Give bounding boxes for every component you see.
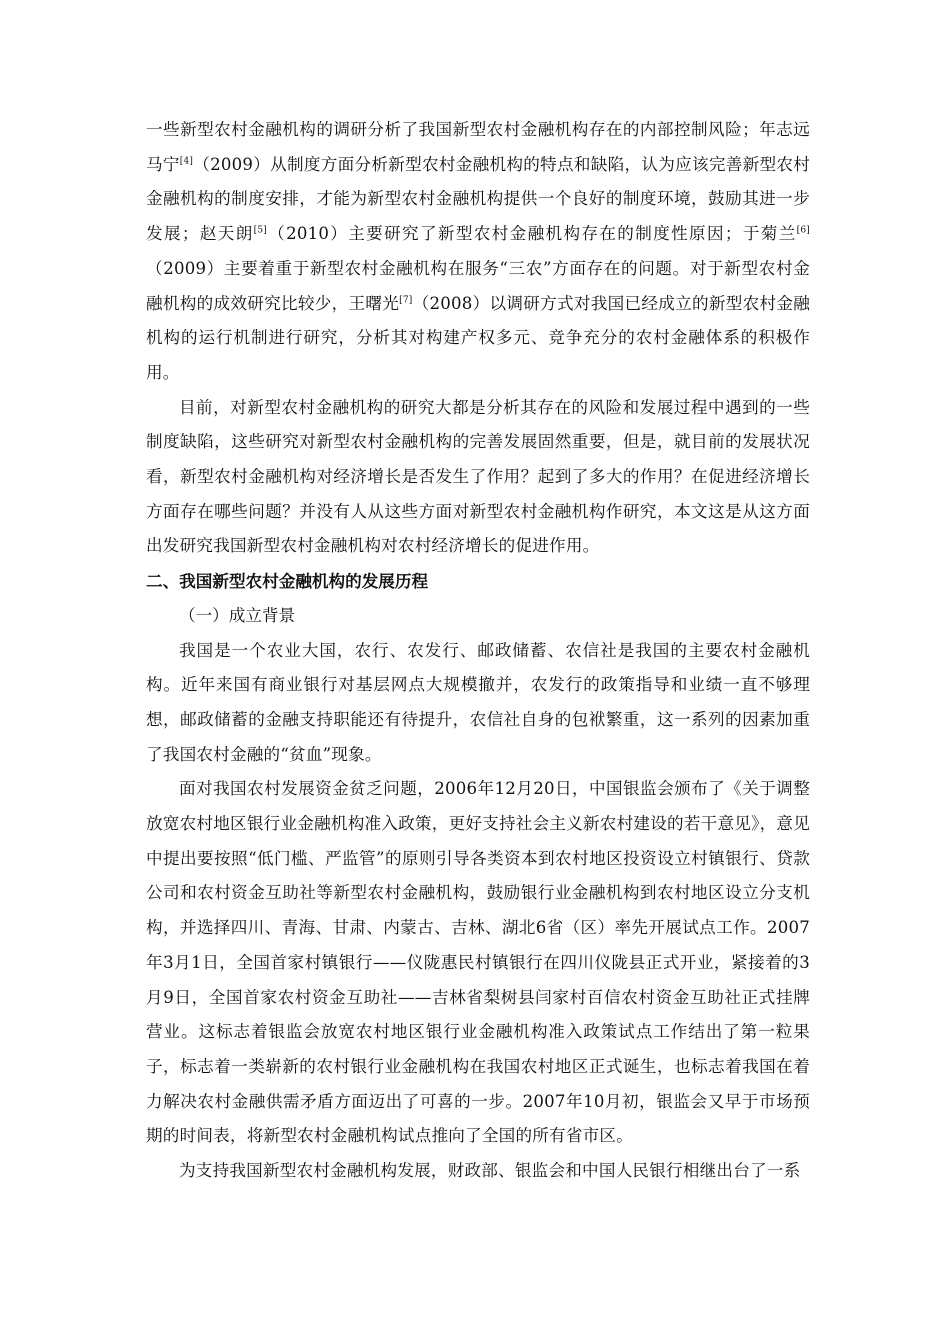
paragraph-support-policy: 为支持我国新型农村金融机构发展，财政部、银监会和中国人民银行相继出台了一系 [179, 1161, 801, 1181]
paragraph-background: 我国是一个农业大国，农行、农发行、邮政储蓄、农信社是我国的主要农村金融机构。近年来国有商业银行对基层网点大规模撤并，农发行的政策指导和业绩一直不够理想，邮政储蓄的金融支持职能还有待提升，农信社自身的包袱繁重，这一系列的因素加重了我国农村金融的“贫血”现象。 [146, 640, 810, 764]
document-page [146, 113, 810, 1189]
paragraph-policy-history: 面对我国农村发展资金贫乏问题，2006年12月20日，中国银监会颁布了《关于调整放宽农村地区银行业金融机构准入政策，更好支持社会主义新农村建设的若干意见》，意见中提出要按照“低门槛、严监管”的原则引导各类资本到农村地区投资设立村镇银行、贷款公司和农村资金互助社等新型农村金融机构，鼓励银行业金融机构到农村地区设立分支机构，并选择四川、青海、甘肃、内蒙古、吉林、湖北6省（区）率先开展试点工作。2007年3月1日，全国首家村镇银行——仪陇惠民村镇银行在四川仪陇县正式开业，紧接着的3月9日，全国首家农村资金互助社——吉林省梨树县闫家村百信农村资金互助社正式挂牌营业。这标志着银监会放宽农村地区银行业金融机构准入政策试点工作结出了第一粒果子，标志着一类崭新的农村银行业金融机构在我国农村地区正式诞生，也标志着我国在着力解决农村金融供需矛盾方面迈出了可喜的一步。2007年10月初，银监会又早于市场预期的时间表，将新型农村金融机构试点推向了全国的所有省市区。 [146, 779, 810, 1146]
section-heading: 二、我国新型农村金融机构的发展历程 [146, 571, 429, 592]
paragraph-research-gap: 目前，对新型农村金融机构的研究大都是分析其存在的风险和发展过程中遇到的一些制度缺陷，这些研究对新型农村金融机构的完善发展固然重要，但是，就目前的发展状况看，新型农村金融机构对经济增长是否发生了作用？起到了多大的作用？在促进经济增长方面存在哪些问题？并没有人从这些方面对新型农村金融机构作研究，本文这是从这方面出发研究我国新型农村金融机构对农村经济增长的促进作用。 [146, 397, 810, 556]
citation-ref: [6] [796, 225, 811, 236]
subsection-heading: （一）成立背景 [179, 605, 296, 625]
citation-ref: [7] [399, 294, 413, 305]
citation-ref: [4] [179, 156, 194, 167]
text-segment: 一些新型农村金融机构的调研分析了我国新型农村金融机构存在的内部控制风险；年志远马宁 [146, 120, 810, 174]
text-segment: （2010）主要研究了新型农村金融机构存在的制度性原因；于菊兰 [267, 224, 797, 244]
text-segment: （2009）主要着重于新型农村金融机构在服务“三农”方面存在的问题。对于新型农村金融机构的成效研究比较少，王曙光 [146, 258, 810, 313]
citation-ref: [5] [253, 225, 267, 236]
text-segment: （2008）以调研方式对我国已经成立的新型农村金融机构的运行机制进行研究，分析其对构建产权多元、竞争充分的农村金融体系的积极作用。 [146, 293, 810, 382]
text-segment: （2009）从制度方面分析新型农村金融机构的特点和缺陷，认为应该完善新型农村金融机构的制度安排，才能为新型农村金融机构提供一个良好的制度环境，鼓励其进一步发展；赵天朗 [146, 154, 811, 244]
paragraph-literature-review [146, 113, 810, 391]
